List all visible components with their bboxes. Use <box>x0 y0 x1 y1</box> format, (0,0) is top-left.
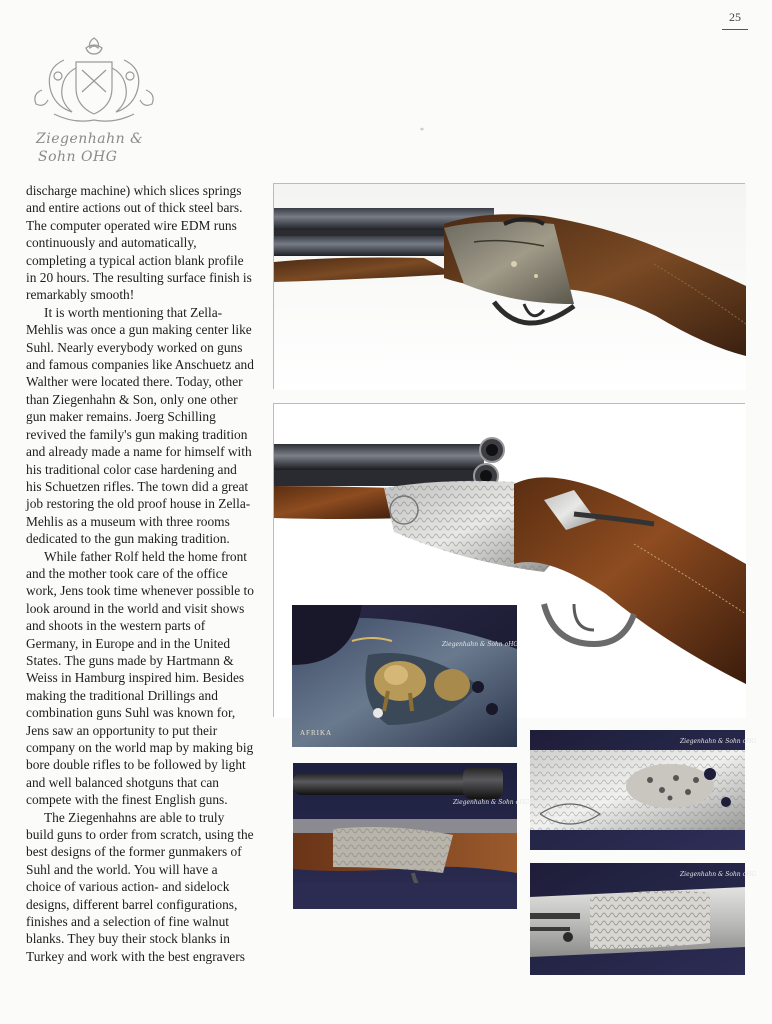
print-speck: * <box>420 126 424 135</box>
logo-line-1: Ziegenhahn & <box>36 131 144 147</box>
paragraph-1: discharge machine) which slices springs and entire actions out of thick steel bars. The computer operated wire EDM runs continuously and automatically, completing a typical action blank profile in 20 hours. The resulting surface finish is remarkably smooth! <box>26 183 252 303</box>
photo-scroll-engraving <box>530 863 757 975</box>
page-number: 25 <box>722 10 748 30</box>
crest-emblem <box>24 30 164 130</box>
photo-africa-sideplate <box>292 605 517 747</box>
photo-6-watermark: Ziegenhahn & Sohn oHG <box>680 871 757 878</box>
photo-4-watermark: Ziegenhahn & Sohn oHG <box>453 799 530 806</box>
photo-5-watermark: Ziegenhahn & Sohn oHG <box>680 738 757 745</box>
logo-text <box>36 130 156 166</box>
africa-caption: AFRIKA <box>300 729 333 737</box>
article-body <box>26 182 254 965</box>
paragraph-4: The Ziegenhahns are able to truly build guns to order from scratch, using the best designs of the former gunmakers of Suhl and the world. You will have a choice of various action- and sidelock designs, different barrel configurations, finishes and a selection of fine walnut blanks. They buy their stock blanks in Turkey and work with the best engravers <box>26 809 254 964</box>
photo-3-watermark: Ziegenhahn & Sohn oHG <box>442 641 519 648</box>
logo-line-2: Sohn OHG <box>38 149 118 165</box>
company-logo <box>24 30 164 170</box>
photo-sidelock-rifle <box>273 183 745 389</box>
photo-scoped-rifle <box>293 763 530 909</box>
photo-leopard-engraving <box>530 730 757 850</box>
paragraph-3: While father Rolf held the home front and the mother took care of the office work, Jens took time whenever possible to look around in the world and visit shows and shoots in the western parts of Germany, in Europe and in the United States. The guns made by Hartmann & Weiss in Hamburg inspired him. Besides making the traditional Drillings and combination guns Suhl was known for, Jens saw an opportunity to put their company on the world map by making big bore double rifles to be followed by light and well balanced shotguns that can compete with the finest English guns. <box>26 548 254 808</box>
paragraph-2: It is worth mentioning that Zella-Mehlis was once a gun making center like Suhl. Nearly everybody worked on guns and famous companies like Anschuetz and Walther were located there. Today, other than Ziegenhahn & Son, only one other gun maker remains. Joerg Schilling revived the family's gun making tradition and already made a name for himself with his traditional color case hardening and his Schuetzen rifles. The town did a great job restoring the old proof house in Zella-Mehlis as a museum with three rooms dedicated to the gun making tradition. <box>26 304 254 547</box>
